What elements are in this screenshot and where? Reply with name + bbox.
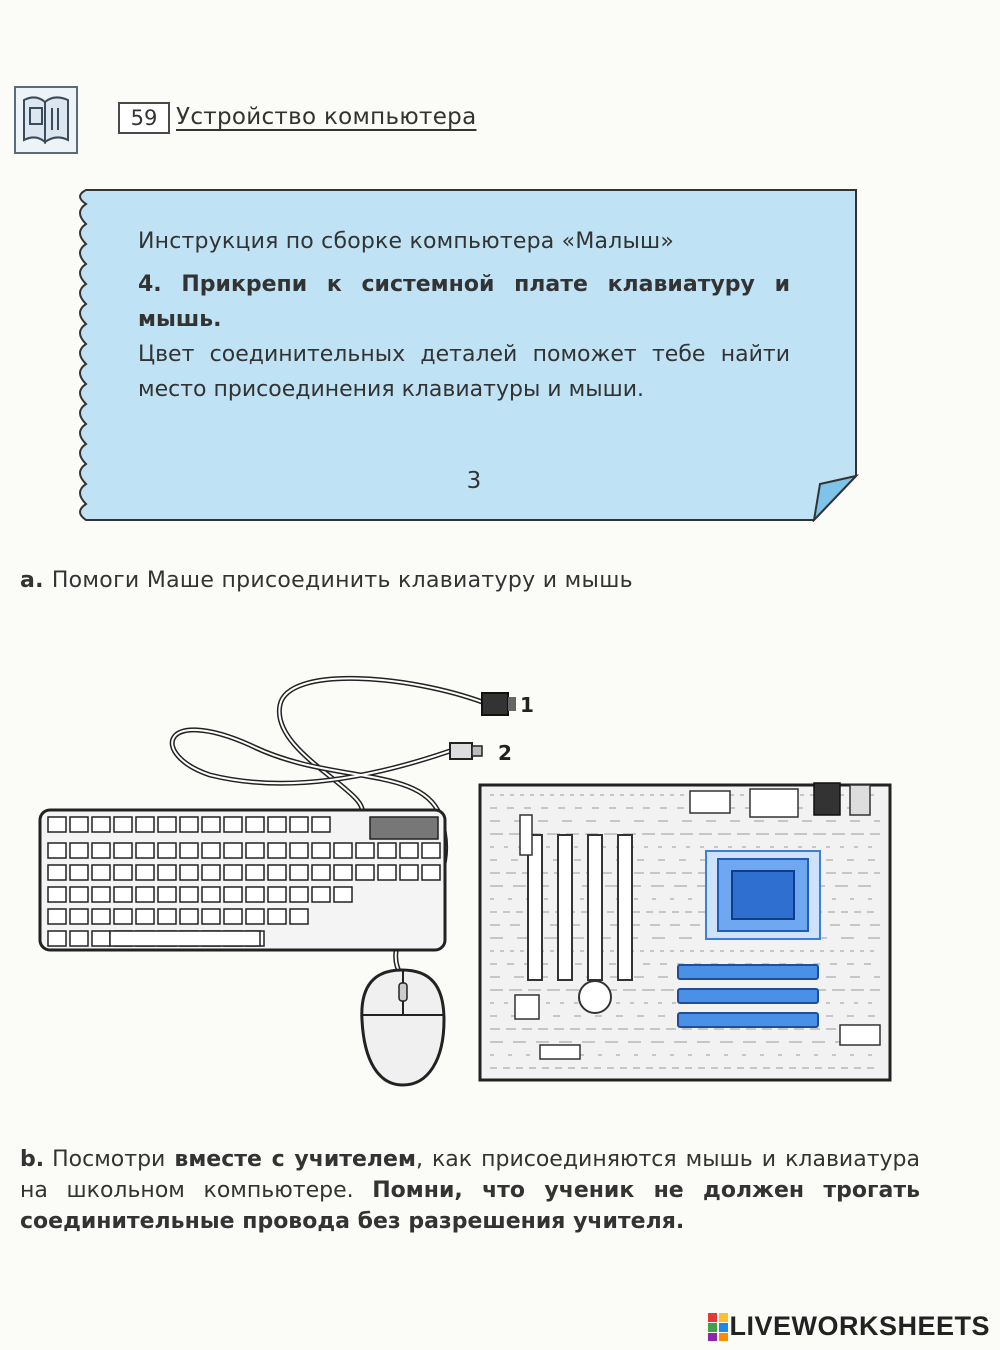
keyboard-key — [268, 909, 286, 924]
keyboard-key — [114, 909, 132, 924]
keyboard-key — [158, 865, 176, 880]
keyboard-key — [70, 817, 88, 832]
keyboard-key — [224, 865, 242, 880]
keyboard-key — [70, 843, 88, 858]
keyboard-key — [224, 843, 242, 858]
instruction-card — [78, 186, 860, 522]
keyboard-icon — [40, 810, 445, 950]
keyboard-key — [334, 843, 352, 858]
keyboard-key — [48, 865, 66, 880]
keyboard-key — [70, 931, 88, 946]
keyboard-key — [312, 843, 330, 858]
keyboard-key — [136, 909, 154, 924]
keyboard-key — [70, 887, 88, 902]
task-b-text-1: Посмотри — [52, 1147, 175, 1172]
keyboard-key — [290, 909, 308, 924]
keyboard-key — [378, 843, 396, 858]
task-b-bold-1: вместе с учителем — [174, 1147, 416, 1172]
keyboard-key — [224, 817, 242, 832]
keyboard-key — [246, 887, 264, 902]
keyboard-key — [158, 817, 176, 832]
card-step: 4. Прикрепи к системной плате клавиатуру и мышь. — [138, 272, 790, 332]
card-title: Инструкция по сборке компьютера «Малыш» — [138, 229, 675, 254]
keyboard-key — [114, 887, 132, 902]
keyboard-key — [114, 843, 132, 858]
keyboard-key — [224, 909, 242, 924]
keyboard-key — [70, 909, 88, 924]
keyboard-key — [136, 887, 154, 902]
connector-2-label: 2 — [498, 741, 512, 765]
connector-1-label: 1 — [520, 693, 534, 717]
page-number: 59 — [118, 102, 170, 134]
keyboard-key — [70, 865, 88, 880]
keyboard-key — [356, 843, 374, 858]
keyboard-key — [92, 817, 110, 832]
task-b — [20, 1144, 920, 1237]
card-number: 3 — [466, 468, 482, 494]
keyboard-key — [136, 843, 154, 858]
task-b-text-2: , как присоединяются мышь и клавиатура на школьном компьютере. — [20, 1147, 920, 1203]
connector-2 — [450, 743, 482, 759]
keyboard-key — [246, 865, 264, 880]
keyboard-key — [180, 865, 198, 880]
task-a — [20, 568, 633, 593]
keyboard-key — [246, 843, 264, 858]
keyboard-key — [400, 843, 418, 858]
keyboard-key — [158, 887, 176, 902]
keyboard-key — [180, 909, 198, 924]
keyboard-key — [202, 865, 220, 880]
keyboard-key — [202, 909, 220, 924]
keyboard-key — [92, 865, 110, 880]
liveworksheets-logo-icon — [707, 1312, 729, 1342]
task-b-bold-2: Помни, что ученик не должен трогать соединительные провода без разрешения учителя. — [20, 1178, 921, 1234]
page-header — [14, 86, 614, 156]
keyboard-key — [180, 887, 198, 902]
keyboard-key — [422, 865, 440, 880]
keyboard-key — [378, 865, 396, 880]
keyboard-key — [48, 931, 66, 946]
connector-1 — [482, 693, 516, 715]
keyboard-key — [158, 909, 176, 924]
keyboard-key — [334, 865, 352, 880]
keyboard-key — [92, 887, 110, 902]
card-body: Цвет соединительных деталей поможет тебе найти место присоединения клавиатуры и мыши. — [138, 342, 790, 402]
keyboard-key — [114, 817, 132, 832]
task-b-letter: b. — [20, 1147, 45, 1172]
task-a-text: Помоги Маше присоединить клавиатуру и мышь — [51, 568, 633, 593]
keyboard-key — [92, 931, 110, 946]
keyboard-key — [290, 887, 308, 902]
keyboard-key — [290, 817, 308, 832]
keyboard-key — [422, 843, 440, 858]
book-icon — [14, 86, 78, 154]
watermark — [707, 1311, 990, 1342]
task-a-letter: a. — [20, 568, 44, 593]
keyboard-key — [290, 843, 308, 858]
keyboard-key — [92, 843, 110, 858]
keyboard-key — [312, 865, 330, 880]
keyboard-key — [136, 817, 154, 832]
keyboard-key — [48, 817, 66, 832]
keyboard-key — [158, 843, 176, 858]
keyboard-key — [312, 817, 330, 832]
keyboard-key — [400, 865, 418, 880]
keyboard-key — [180, 817, 198, 832]
keyboard-key — [224, 887, 242, 902]
hardware-illustration — [30, 665, 900, 1090]
keyboard-key — [48, 909, 66, 924]
keyboard-key — [202, 817, 220, 832]
keyboard-key — [114, 865, 132, 880]
keyboard-key — [202, 843, 220, 858]
keyboard-key — [268, 887, 286, 902]
keyboard-key — [268, 865, 286, 880]
keyboard-key — [268, 843, 286, 858]
keyboard-key — [334, 887, 352, 902]
keyboard-key — [356, 865, 374, 880]
keyboard-key — [92, 909, 110, 924]
keyboard-spacebar — [110, 931, 260, 946]
keyboard-key — [312, 887, 330, 902]
motherboard-icon — [480, 783, 890, 1080]
keyboard-key — [246, 909, 264, 924]
mouse-icon — [362, 970, 444, 1085]
keyboard-key — [48, 887, 66, 902]
keyboard-key — [246, 817, 264, 832]
keyboard-key — [268, 817, 286, 832]
keyboard-key — [136, 865, 154, 880]
lesson-title: Устройство компьютера — [176, 104, 477, 130]
keyboard-key — [290, 865, 308, 880]
keyboard-key — [48, 843, 66, 858]
watermark-text: LIVEWORKSHEETS — [729, 1311, 990, 1341]
keyboard-key — [202, 887, 220, 902]
keyboard-key — [180, 843, 198, 858]
